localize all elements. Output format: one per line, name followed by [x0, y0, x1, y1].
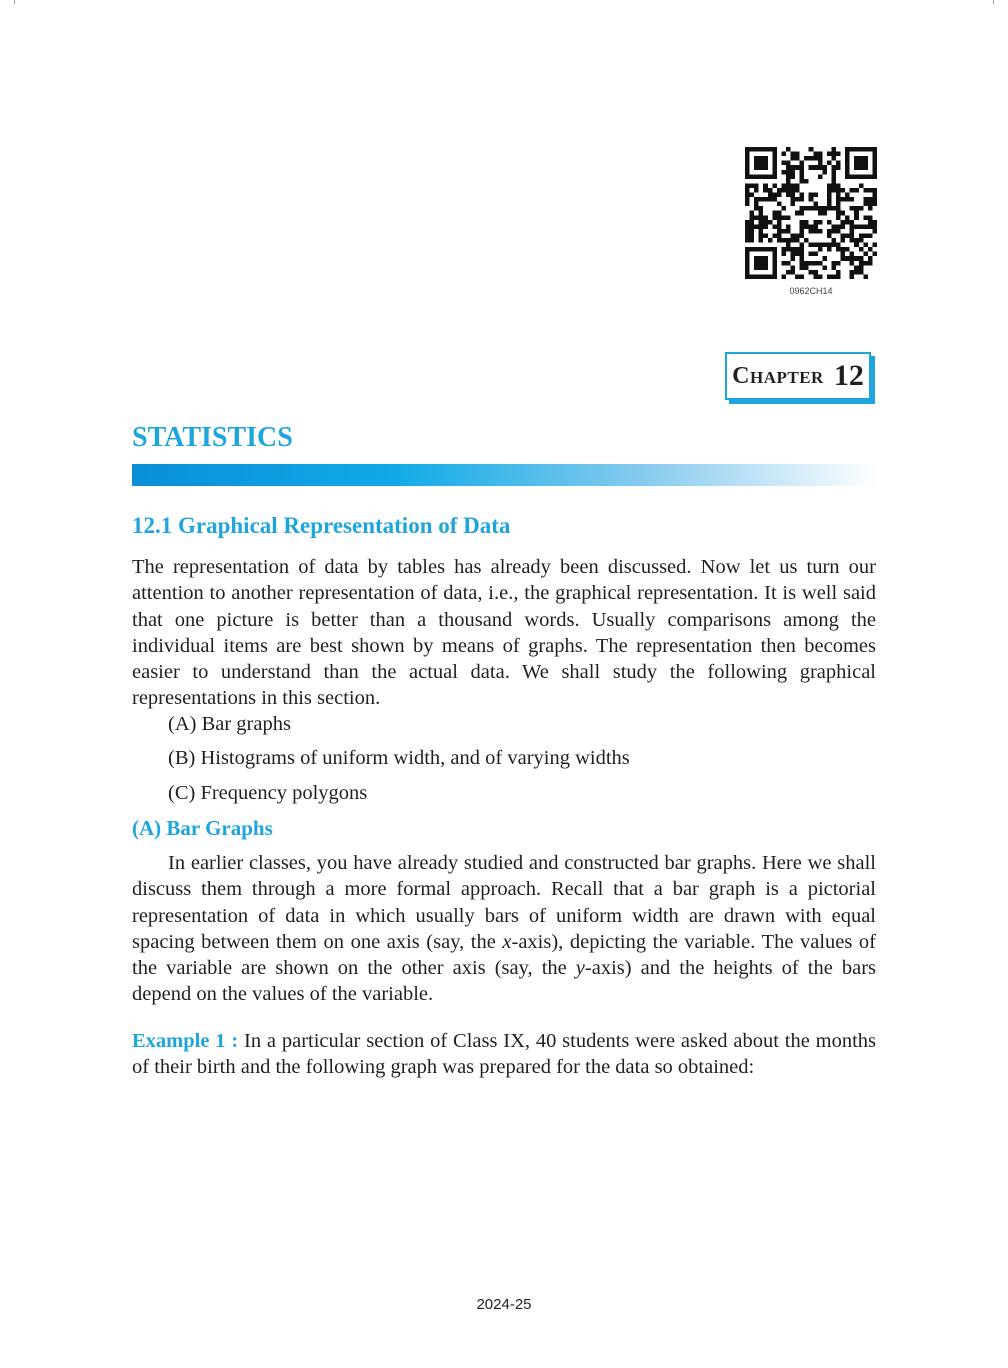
- page-footer: 2024-25: [476, 1296, 532, 1313]
- list-item: (C) Frequency polygons: [168, 782, 368, 804]
- subsection-heading: (A) Bar Graphs: [132, 816, 273, 840]
- qr-code-image[interactable]: [745, 147, 877, 279]
- chapter-title: STATISTICS: [132, 422, 293, 453]
- crop-mark: [0, 0, 15, 4]
- qr-code-label: 0962CH14: [789, 286, 833, 296]
- example-paragraph: [132, 1028, 876, 1081]
- list-item: (A) Bar graphs: [168, 713, 291, 735]
- bar-graphs-paragraph: [132, 850, 876, 1008]
- chapter-word: Chapter: [732, 362, 824, 389]
- title-gradient-bar: [132, 464, 880, 486]
- chapter-number: 12: [833, 359, 864, 392]
- example-label: Example 1 :: [132, 1030, 239, 1052]
- text: -axis) and the heights of the bars depend on the values of the variable.: [132, 957, 877, 1006]
- crop-mark: [993, 0, 1008, 4]
- x-var: x: [502, 930, 512, 953]
- text: -axis), depicting the variable. The values of the variable are shown on the other axis (say, the: [132, 930, 876, 980]
- example-text: In a particular section of Class IX, 40 students were asked about the months of their birth and the following graph was prepared for the data so obtained:: [132, 1030, 876, 1079]
- text: In earlier classes, you have already studied and constructed bar graphs. Here we shall discuss them through a more formal approach. Recall that a bar graph is a pictorial representation of data in which usually bars of uniform width are drawn with equal spacing between them on one axis (say, the: [132, 852, 876, 953]
- y-var: y: [575, 957, 585, 980]
- section-heading: 12.1 Graphical Representation of Data: [132, 513, 511, 538]
- intro-paragraph: The representation of data by tables has already been discussed. Now let us turn our attention to another representation of data, i.e., the graphical representation. It is well said that one picture is better than a thousand words. Usually comparisons among the individual items are best shown by means of graphs. The representation then becomes easier to understand than the actual data. We shall study the following graphical representations in this section.: [132, 556, 876, 710]
- list-item: (B) Histograms of uniform width, and of varying widths: [168, 747, 630, 769]
- chapter-badge: [725, 352, 871, 400]
